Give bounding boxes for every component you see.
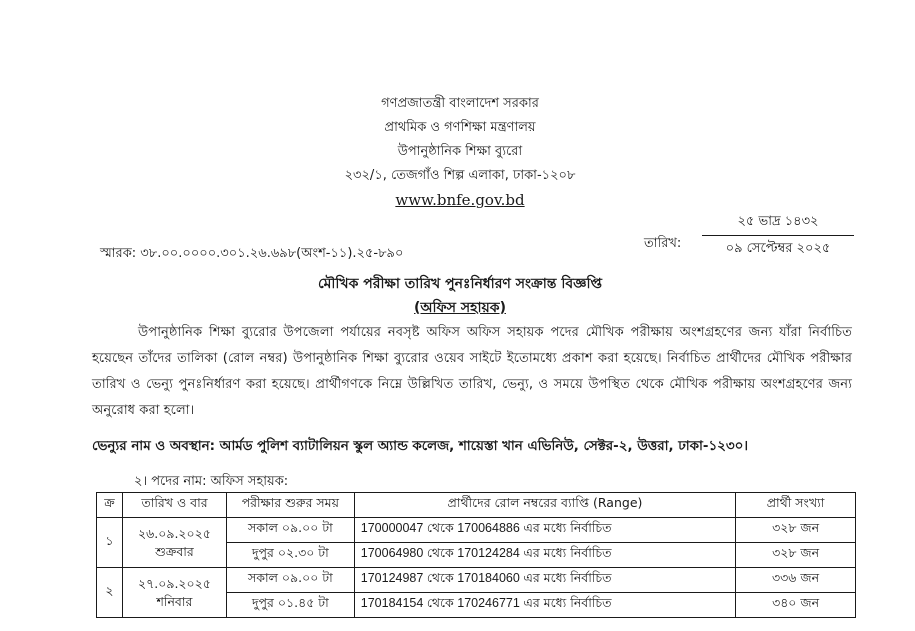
- col-time: পরীক্ষার শুরুর সময়: [226, 493, 354, 518]
- range-cell: 170000047 থেকে 170064886 এর মধ্যে নির্বাচিত: [354, 518, 735, 543]
- post-name: ২। পদের নাম: অফিস সহায়ক:: [134, 474, 289, 489]
- date-day-cell: ২৭.০৯.২০২৫ শনিবার: [122, 568, 226, 618]
- col-date: তারিখ ও বার: [122, 493, 226, 518]
- schedule-table: [96, 492, 856, 618]
- notice-title: মৌখিক পরীক্ষা তারিখ পুনঃনির্ধারণ সংক্রান্ত বিজ্ঞপ্তি: [317, 276, 603, 292]
- time-cell: সকাল ০৯.০০ টা: [226, 568, 354, 593]
- notice-body: উপানুষ্ঠানিক শিক্ষা ব্যুরোর উপজেলা পর্যায়ের নবসৃষ্ট অফিস অফিস সহায়ক পদের মৌখিক পরীক্ষায় অংশগ্রহণের জন্য যাঁরা নির্বাচিত হয়েছেন তাঁদের তালিকা (রোল নম্বর) উপানুষ্ঠানিক শিক্ষা ব্যুরোর ওয়েব সাইটে ইতোমধ্যে প্রকাশ করা হয়েছে। নির্বাচিত প্রার্থীদের মৌখিক পরীক্ষার তারিখ ও ভেন্যু পুনঃনির্ধারণ করা হয়েছে। প্রার্থীগণকে নিম্নে উল্লিখিত তারিখ, ভেন্যু, ও সময়ে উপস্থিত থেকে মৌখিক পরীক্ষায় অংশগ্রহণের জন্য অনুরোধ করা হলো।: [92, 325, 852, 418]
- col-count: প্রার্থী সংখ্যা: [736, 493, 856, 518]
- date-day-cell: ২৬.০৯.২০২৫ শুক্রবার: [122, 518, 226, 568]
- col-range: প্রার্থীদের রোল নম্বরের ব্যাপ্তি (Range): [354, 493, 735, 518]
- range-cell: 170124987 থেকে 170184060 এর মধ্যে নির্বাচিত: [354, 568, 735, 593]
- ministry-name: প্রাথমিক ও গণশিক্ষা মন্ত্রণালয়: [384, 120, 536, 135]
- range-cell: 170184154 থেকে 170246771 এর মধ্যে নির্বাচিত: [354, 593, 735, 618]
- count-cell: ৩৪০ জন: [736, 593, 856, 618]
- table-row: [97, 518, 856, 543]
- address: ২৩২/১, তেজগাঁও শিল্প এলাকা, ঢাকা-১২০৮: [344, 168, 576, 183]
- time-cell: সকাল ০৯.০০ টা: [226, 518, 354, 543]
- bangla-date: ২৫ ভাদ্র ১৪৩২: [702, 212, 854, 236]
- count-cell: ৩২৮ জন: [736, 543, 856, 568]
- col-serial: ক্র: [97, 493, 123, 518]
- table-header-row: [97, 493, 856, 518]
- serial-cell: ১: [97, 518, 123, 568]
- gregorian-date: ০৯ সেপ্টেম্বর ২০২৫: [725, 241, 831, 256]
- venue-line: ভেন্যুর নাম ও অবস্থান: আর্মড পুলিশ ব্যাটালিয়ন স্কুল অ্যান্ড কলেজ, শায়েস্তা খান এভিনিউ, সেক্টর-২, উত্তরা, ঢাকা-১২৩০।: [92, 439, 749, 454]
- govt-name: গণপ্রজাতন্ত্রী বাংলাদেশ সরকার: [381, 96, 539, 111]
- notice-subtitle: (অফিস সহায়ক): [414, 300, 506, 316]
- serial-cell: ২: [97, 568, 123, 618]
- time-cell: দুপুর ০২.৩০ টা: [226, 543, 354, 568]
- count-cell: ৩২৮ জন: [736, 518, 856, 543]
- count-cell: ৩৩৬ জন: [736, 568, 856, 593]
- table-row: [97, 568, 856, 593]
- date-label: তারিখ:: [644, 236, 682, 251]
- range-cell: 170064980 থেকে 170124284 এর মধ্যে নির্বাচিত: [354, 543, 735, 568]
- bureau-name: উপানুষ্ঠানিক শিক্ষা ব্যুরো: [397, 144, 523, 159]
- time-cell: দুপুর ০১.৪৫ টা: [226, 593, 354, 618]
- website-link[interactable]: www.bnfe.gov.bd: [395, 191, 525, 209]
- date-block: [702, 212, 854, 260]
- memo-number: স্মারক: ৩৮.০০.০০০০.৩০১.২৬.৬৯৮(অংশ-১১).২৫-৮৯০: [100, 246, 404, 261]
